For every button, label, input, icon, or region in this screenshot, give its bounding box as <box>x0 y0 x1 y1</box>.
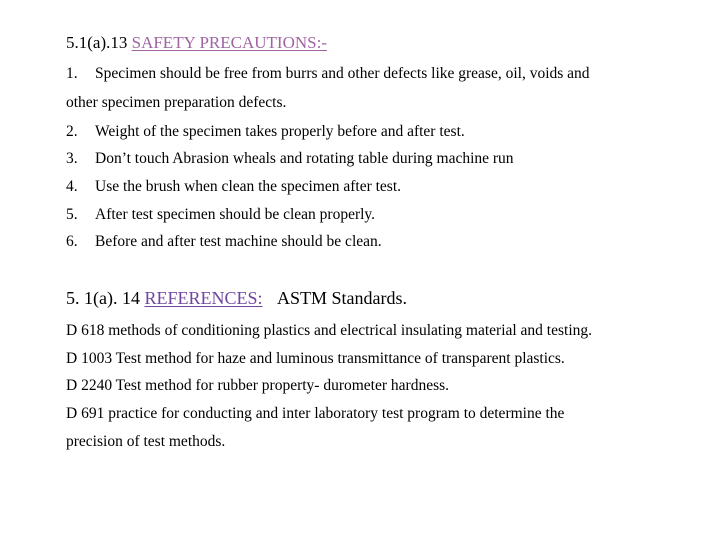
safety-item-text: Weight of the specimen takes properly before and after test. <box>95 123 465 140</box>
safety-item-3 <box>66 149 514 169</box>
safety-item-2 <box>66 122 465 142</box>
safety-item-number: 5. <box>66 206 78 223</box>
safety-item-1 <box>66 64 590 84</box>
safety-item-1-continuation <box>66 93 286 113</box>
safety-item-text: Specimen should be free from burrs and other defects like grease, oil, voids and <box>95 65 590 82</box>
reference-text: D 1003 Test method for haze and luminous transmittance of transparent plastics. <box>66 350 565 367</box>
reference-text: D 618 methods of conditioning plastics and electrical insulating material and testing. <box>66 322 593 339</box>
safety-item-4 <box>66 177 401 197</box>
safety-item-number: 2. <box>66 123 78 140</box>
safety-item-6 <box>66 232 382 252</box>
safety-heading-number: 5.1(a).13 <box>66 33 128 52</box>
reference-line-3 <box>66 376 449 396</box>
safety-item-5 <box>66 205 375 225</box>
safety-item-number: 4. <box>66 178 78 195</box>
safety-item-text: Before and after test machine should be clean. <box>95 233 382 250</box>
safety-precautions-heading <box>66 31 327 55</box>
safety-item-text: After test specimen should be clean properly. <box>95 206 376 223</box>
reference-line-5 <box>66 432 225 452</box>
reference-text: precision of test methods. <box>66 433 226 450</box>
reference-text: D 691 practice for conducting and inter laboratory test program to determine the <box>66 405 565 422</box>
safety-item-text: Use the brush when clean the specimen after test. <box>95 178 402 195</box>
references-heading-suffix: ASTM Standards. <box>277 288 408 308</box>
reference-text: D 2240 Test method for rubber property- durometer hardness. <box>66 377 450 394</box>
safety-item-number: 1. <box>66 65 78 82</box>
reference-line-2 <box>66 349 565 369</box>
safety-item-continuation-text: other specimen preparation defects. <box>66 94 287 111</box>
safety-item-number: 3. <box>66 150 78 167</box>
references-heading <box>66 286 407 310</box>
safety-heading-title: SAFETY PRECAUTIONS:- <box>131 33 327 52</box>
reference-line-4 <box>66 404 564 424</box>
safety-item-text: Don’t touch Abrasion wheals and rotating table during machine run <box>95 150 514 167</box>
reference-line-1 <box>66 321 592 341</box>
safety-item-number: 6. <box>66 233 78 250</box>
references-heading-title: REFERENCES: <box>144 288 263 308</box>
references-heading-number: 5. 1(a). 14 <box>66 288 140 308</box>
